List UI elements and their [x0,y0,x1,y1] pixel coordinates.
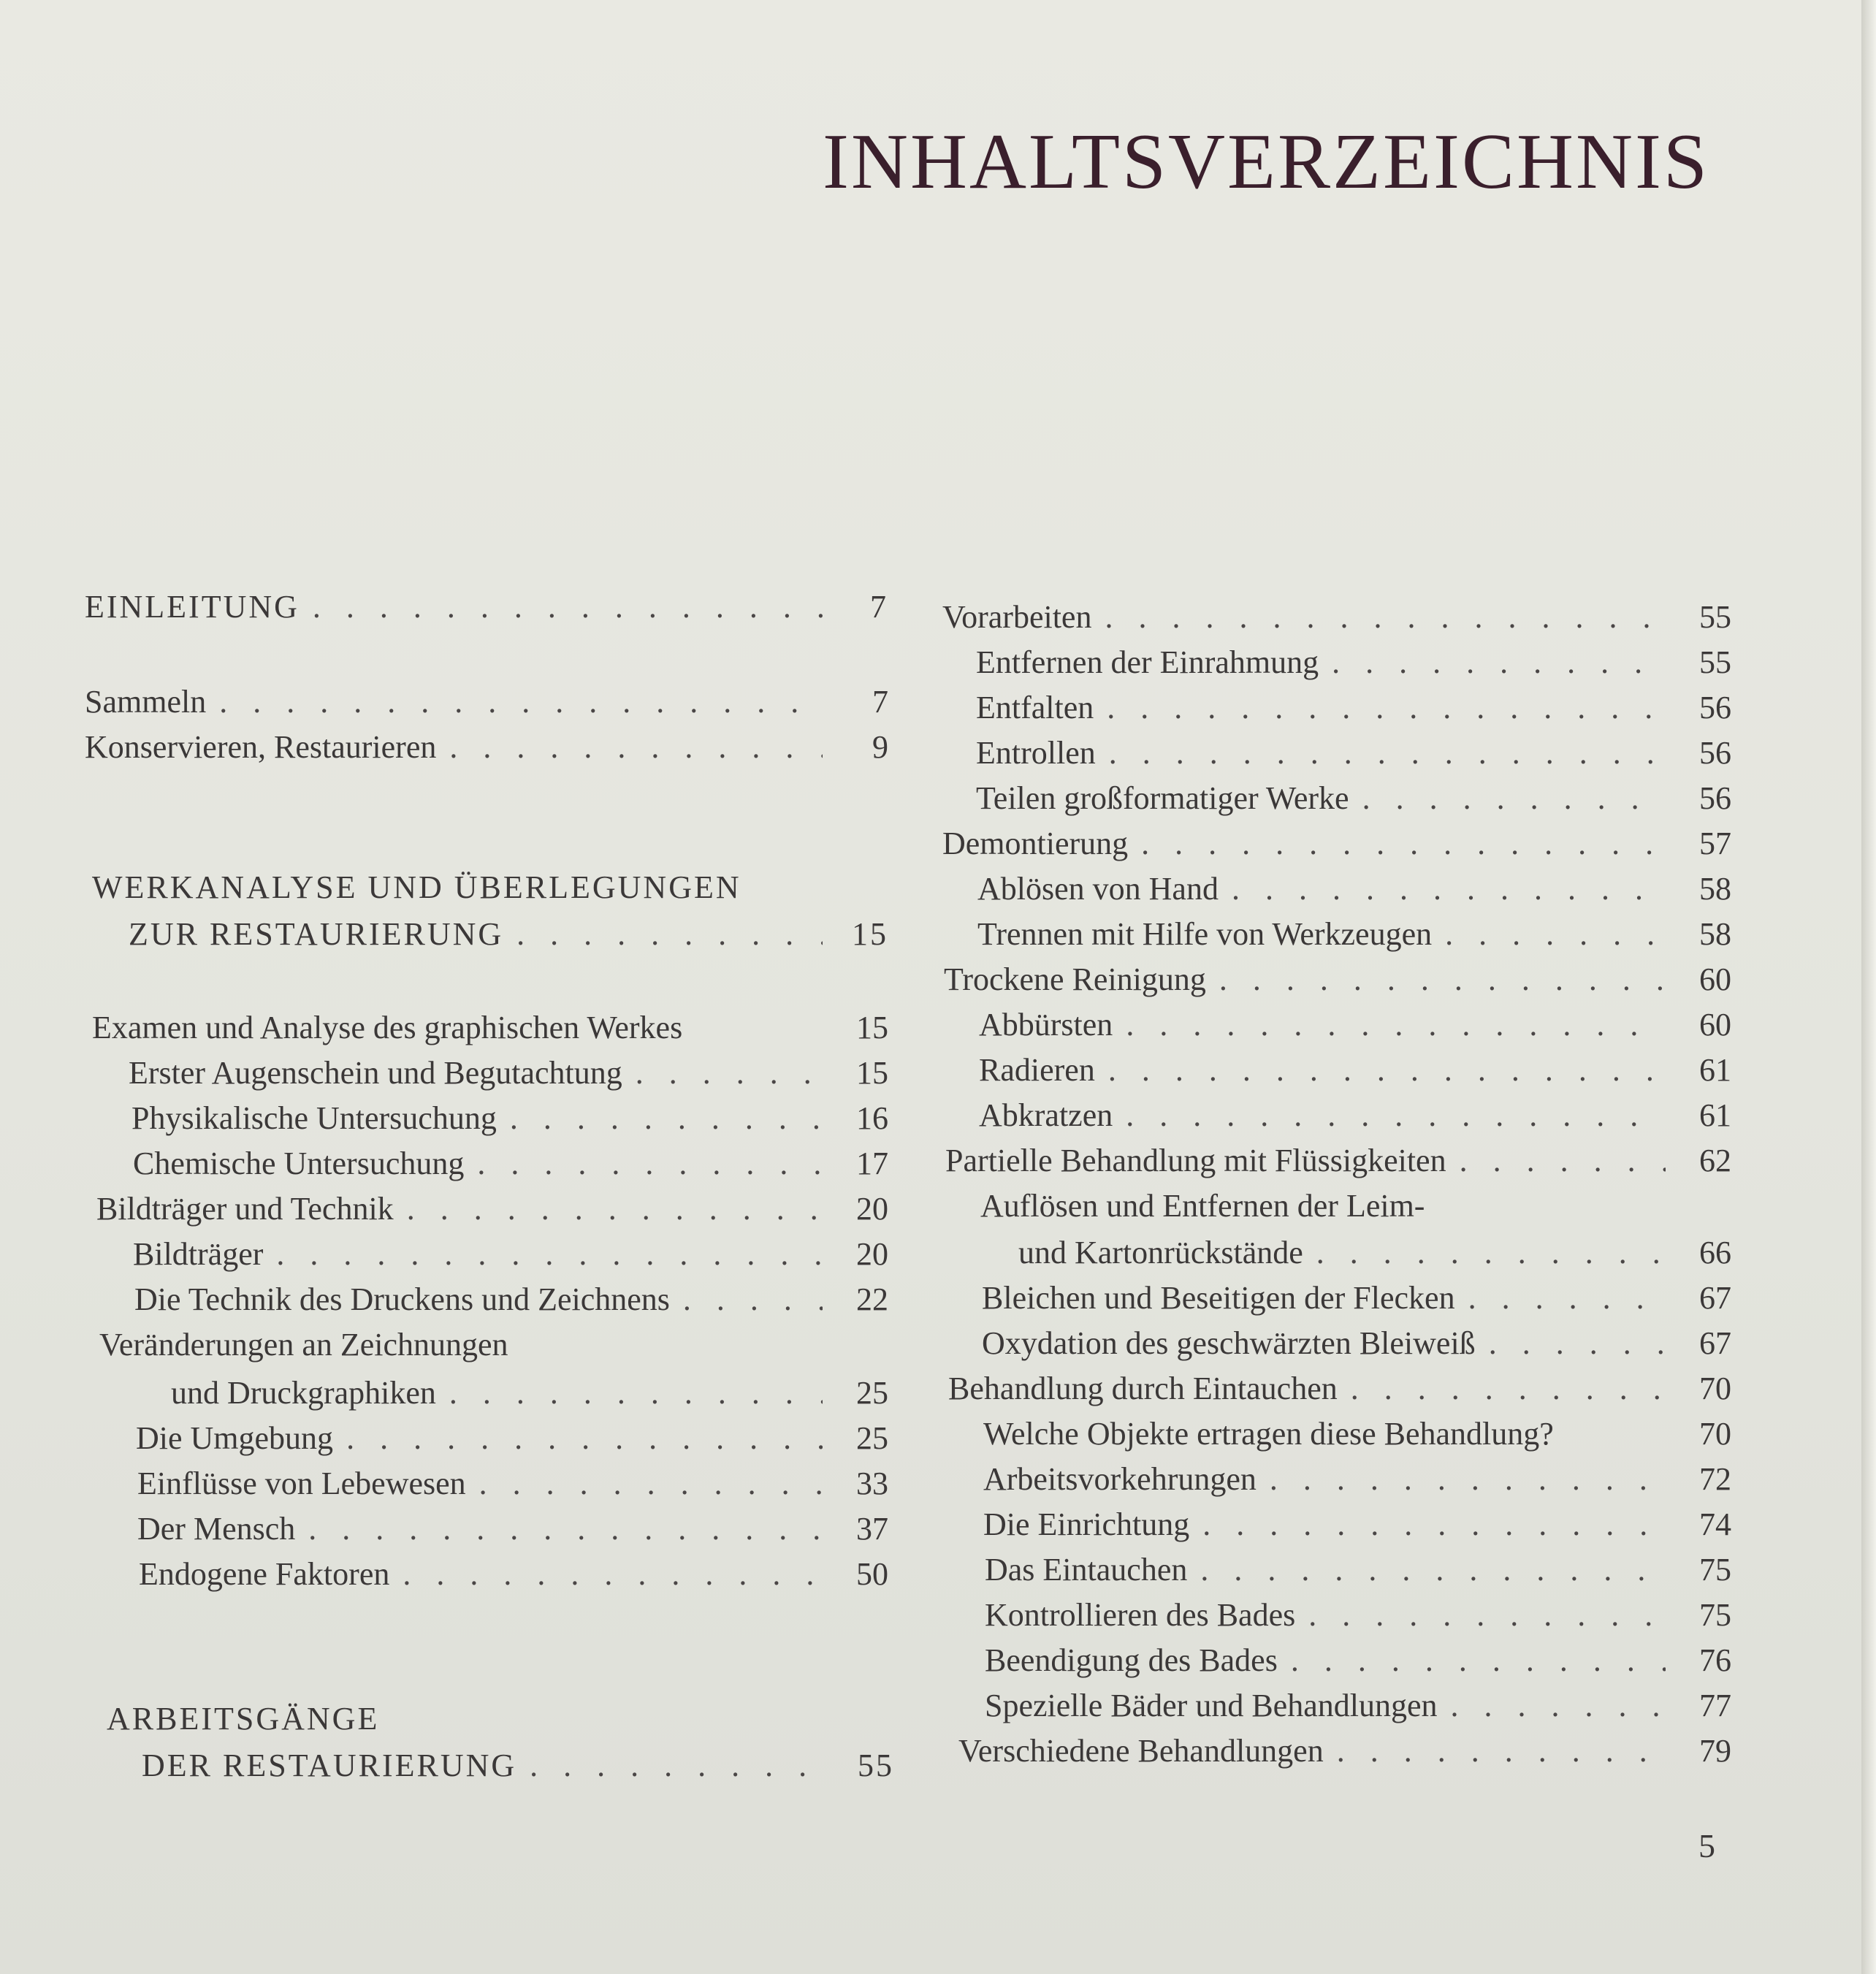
toc-page-number: 76 [1699,1642,1731,1678]
toc-label: Radieren [979,1052,1095,1088]
toc-label: Bleichen und Beseitigen der Flecken [982,1280,1455,1316]
toc-entry-sammeln [85,679,888,725]
toc-label: Beendigung des Bades [985,1642,1278,1678]
toc-entry-arbeitsvorkehrungen [983,1457,1731,1502]
toc-entry-aufloesen [1018,1230,1731,1276]
toc-label: Examen und Analyse des graphischen Werkes [92,1010,683,1045]
toc-label: Behandlung durch Eintauchen [948,1371,1338,1406]
toc-entry-verschiedene [958,1729,1731,1774]
toc-entry-erster-augenschein [129,1051,888,1096]
dot-leader [1108,1048,1666,1093]
toc-entry-abbuersten [979,1002,1731,1048]
toc-page-number: 79 [1699,1733,1731,1769]
toc-page-number: 22 [856,1281,888,1317]
toc-page-number: 56 [1699,735,1731,771]
toc-page-number: 50 [856,1556,888,1592]
toc-label: Abbürsten [979,1007,1113,1043]
toc-entry-physikalische [131,1096,888,1141]
toc-page-number: 20 [856,1191,888,1227]
toc-label: Spezielle Bäder und Behandlungen [985,1688,1438,1723]
toc-page-number: 56 [1699,690,1731,725]
toc-page-number: 33 [856,1466,888,1501]
dot-leader [1337,1729,1666,1774]
dot-leader [516,912,823,957]
toc-label: Der Mensch [137,1511,296,1547]
dot-leader [1202,1502,1666,1547]
toc-page-number: 61 [1699,1052,1731,1088]
dot-leader [1450,1683,1666,1729]
toc-page-number: 60 [1699,961,1731,997]
toc-entry-demontierung [942,821,1731,866]
toc-label: Teilen großformatiger Werke [976,780,1349,816]
toc-label: Entrollen [976,735,1096,771]
toc-page-number: 74 [1699,1506,1731,1542]
page-title: INHALTSVERZEICHNIS [823,118,1709,205]
toc-entry-endogene [139,1552,888,1597]
toc-page-number: 25 [856,1420,888,1456]
toc-page-number: 70 [1699,1416,1731,1452]
dot-leader [1489,1321,1666,1366]
toc-entry-bleichen [982,1276,1731,1321]
toc-entry-einrahmung [976,640,1731,685]
toc-label: und Druckgraphiken [171,1375,436,1411]
toc-page-number: 57 [1699,826,1731,861]
toc-label: Die Umgebung [136,1420,334,1456]
toc-entry-veraenderungen [171,1371,888,1416]
toc-page-number: 75 [1699,1597,1731,1633]
dot-leader [479,1461,823,1506]
toc-entry-vorarbeiten [942,595,1731,640]
toc-label: Demontierung [942,826,1129,861]
dot-leader [1308,1593,1666,1638]
toc-page-number: 67 [1699,1280,1731,1316]
dot-leader [1126,1093,1666,1138]
toc-label: Erster Augenschein und Begutachtung [129,1055,622,1091]
dot-leader [1362,776,1666,821]
toc-page-number: 55 [1699,644,1731,680]
toc-page-number: 77 [1699,1688,1731,1723]
toc-entry-abkratzen [979,1093,1731,1138]
dot-leader [530,1743,828,1788]
toc-entry-werkanalyse-line1: WERKANALYSE UND ÜBERLEGUNGEN [92,869,741,905]
toc-label: Trockene Reinigung [944,961,1206,997]
dot-leader [219,679,823,725]
dot-leader [1219,957,1666,1002]
toc-label: Welche Objekte ertragen diese Behandlung? [983,1416,1554,1452]
toc-label: Die Technik des Druckens und Zeichnens [134,1281,670,1317]
toc-label: Bildträger und Technik [96,1191,394,1227]
toc-label: Trennen mit Hilfe von Werkzeugen [977,916,1433,952]
dot-leader [1107,685,1666,731]
toc-entry-entfalten [976,685,1731,731]
toc-page-number: 7 [872,684,888,720]
dot-leader [1445,912,1666,957]
toc-entry-partielle [945,1138,1731,1184]
toc-page-number: 75 [1699,1552,1731,1588]
toc-entry-examen [92,1005,888,1051]
toc-label: DER RESTAURIERUNG [142,1748,517,1783]
toc-entry-radieren [979,1048,1731,1093]
toc-entry-abloesen [977,866,1731,912]
toc-label: Arbeitsvorkehrungen [983,1461,1257,1497]
toc-page-number: 62 [1699,1143,1731,1178]
dot-leader [1200,1547,1666,1593]
toc-label: Verschiedene Behandlungen [958,1733,1324,1769]
dot-leader [1270,1457,1666,1502]
toc-label: Bildträger [133,1236,264,1272]
dot-leader [510,1096,823,1141]
toc-label: EINLEITUNG [85,589,300,625]
dot-leader [449,725,823,770]
dot-leader [1105,595,1666,640]
toc-page-number: 56 [1699,780,1731,816]
toc-page-number: 15 [856,1010,888,1045]
toc-entry-chemische [133,1141,888,1186]
toc-label: Partielle Behandlung mit Flüssigkeiten [945,1143,1446,1178]
toc-entry-entrollen [976,731,1731,776]
toc-page-number: 70 [1699,1371,1731,1406]
toc-page-number: 66 [1699,1235,1731,1270]
dot-leader [1332,640,1666,685]
toc-entry-technik [134,1277,888,1322]
toc-entry-eintauchen [985,1547,1731,1593]
dot-leader [636,1051,823,1096]
toc-page-number: 37 [856,1511,888,1547]
toc-page-number: 72 [1699,1461,1731,1497]
toc-entry-umgebung [136,1416,888,1461]
toc-entry-veraenderungen-line1: Veränderungen an Zeichnungen [99,1327,508,1363]
toc-page-number: 60 [1699,1007,1731,1043]
toc-label: Kontrollieren des Bades [985,1597,1296,1633]
dot-leader [407,1186,823,1232]
toc-entry-beendigung [985,1638,1731,1683]
toc-entry-bildtraeger-technik [96,1186,888,1232]
toc-entry-lebewesen [137,1461,888,1506]
toc-label: Das Eintauchen [985,1552,1188,1588]
dot-leader [1141,821,1666,866]
dot-leader [1126,1002,1666,1048]
toc-page-number: 15 [852,916,888,952]
toc-entry-arbeitsgaenge [142,1743,894,1788]
toc-label: Chemische Untersuchung [133,1146,465,1181]
dot-leader [477,1141,823,1186]
toc-label: Abkratzen [979,1097,1113,1133]
toc-page-number: 55 [1699,599,1731,635]
toc-entry-spezielle [985,1683,1731,1729]
toc-label: Physikalische Untersuchung [131,1100,497,1136]
toc-entry-kontrollieren [985,1593,1731,1638]
dot-leader [1291,1638,1666,1683]
dot-leader [346,1416,823,1461]
toc-entry-einleitung [85,584,888,630]
toc-entry-oxydation [982,1321,1731,1366]
toc-label: Die Einrichtung [983,1506,1190,1542]
toc-entry-bildtraeger [133,1232,888,1277]
toc-label: Entfalten [976,690,1094,725]
toc-page-number: 9 [872,729,888,765]
toc-page-number: 67 [1699,1325,1731,1361]
toc-label: Endogene Faktoren [139,1556,390,1592]
toc-entry-mensch [137,1506,888,1552]
toc-entry-aufloesen-line1: Auflösen und Entfernen der Leim- [980,1188,1425,1224]
page-edge [1861,0,1876,1974]
dot-leader [308,1506,823,1552]
toc-label: Vorarbeiten [942,599,1092,635]
toc-entry-einrichtung [983,1502,1731,1547]
dot-leader [1109,731,1666,776]
toc-page-number: 25 [856,1375,888,1411]
toc-label: Konservieren, Restaurieren [85,729,437,765]
toc-entry-trockene [944,957,1731,1002]
toc-page-number: 58 [1699,871,1731,907]
toc-label: Entfernen der Einrahmung [976,644,1319,680]
toc-page-number: 20 [856,1236,888,1272]
toc-page-number: 55 [858,1748,894,1783]
toc-entry-werkanalyse [129,912,888,957]
toc-entry-konservieren [85,725,888,770]
dot-leader [683,1277,823,1322]
toc-label: Einflüsse von Lebewesen [137,1466,466,1501]
toc-page-number: 7 [870,589,888,625]
toc-label: Oxydation des geschwärzten Bleiweiß [982,1325,1476,1361]
toc-page-number: 17 [856,1146,888,1181]
toc-entry-behandlung-eintauchen [948,1366,1731,1411]
toc-label: ZUR RESTAURIERUNG [129,916,504,952]
dot-leader [449,1371,823,1416]
toc-label: Ablösen von Hand [977,871,1219,907]
toc-entry-welche-objekte [983,1411,1731,1457]
dot-leader [313,584,823,630]
dot-leader [1351,1366,1666,1411]
toc-label: und Kartonrückstände [1018,1235,1303,1270]
dot-leader [1232,866,1666,912]
toc-page-number: 61 [1699,1097,1731,1133]
toc-page-number: 16 [856,1100,888,1136]
dot-leader [276,1232,823,1277]
toc-label: Sammeln [85,684,207,720]
dot-leader [1460,1138,1666,1184]
toc-entry-arbeitsgaenge-line1: ARBEITSGÄNGE [107,1701,380,1737]
toc-page-number: 15 [856,1055,888,1091]
dot-leader [1468,1276,1666,1321]
page-number: 5 [1698,1827,1715,1864]
dot-leader [1316,1230,1666,1276]
dot-leader [403,1552,823,1597]
toc-entry-teilen [976,776,1731,821]
toc-entry-trennen [977,912,1731,957]
toc-page-number: 58 [1699,916,1731,952]
